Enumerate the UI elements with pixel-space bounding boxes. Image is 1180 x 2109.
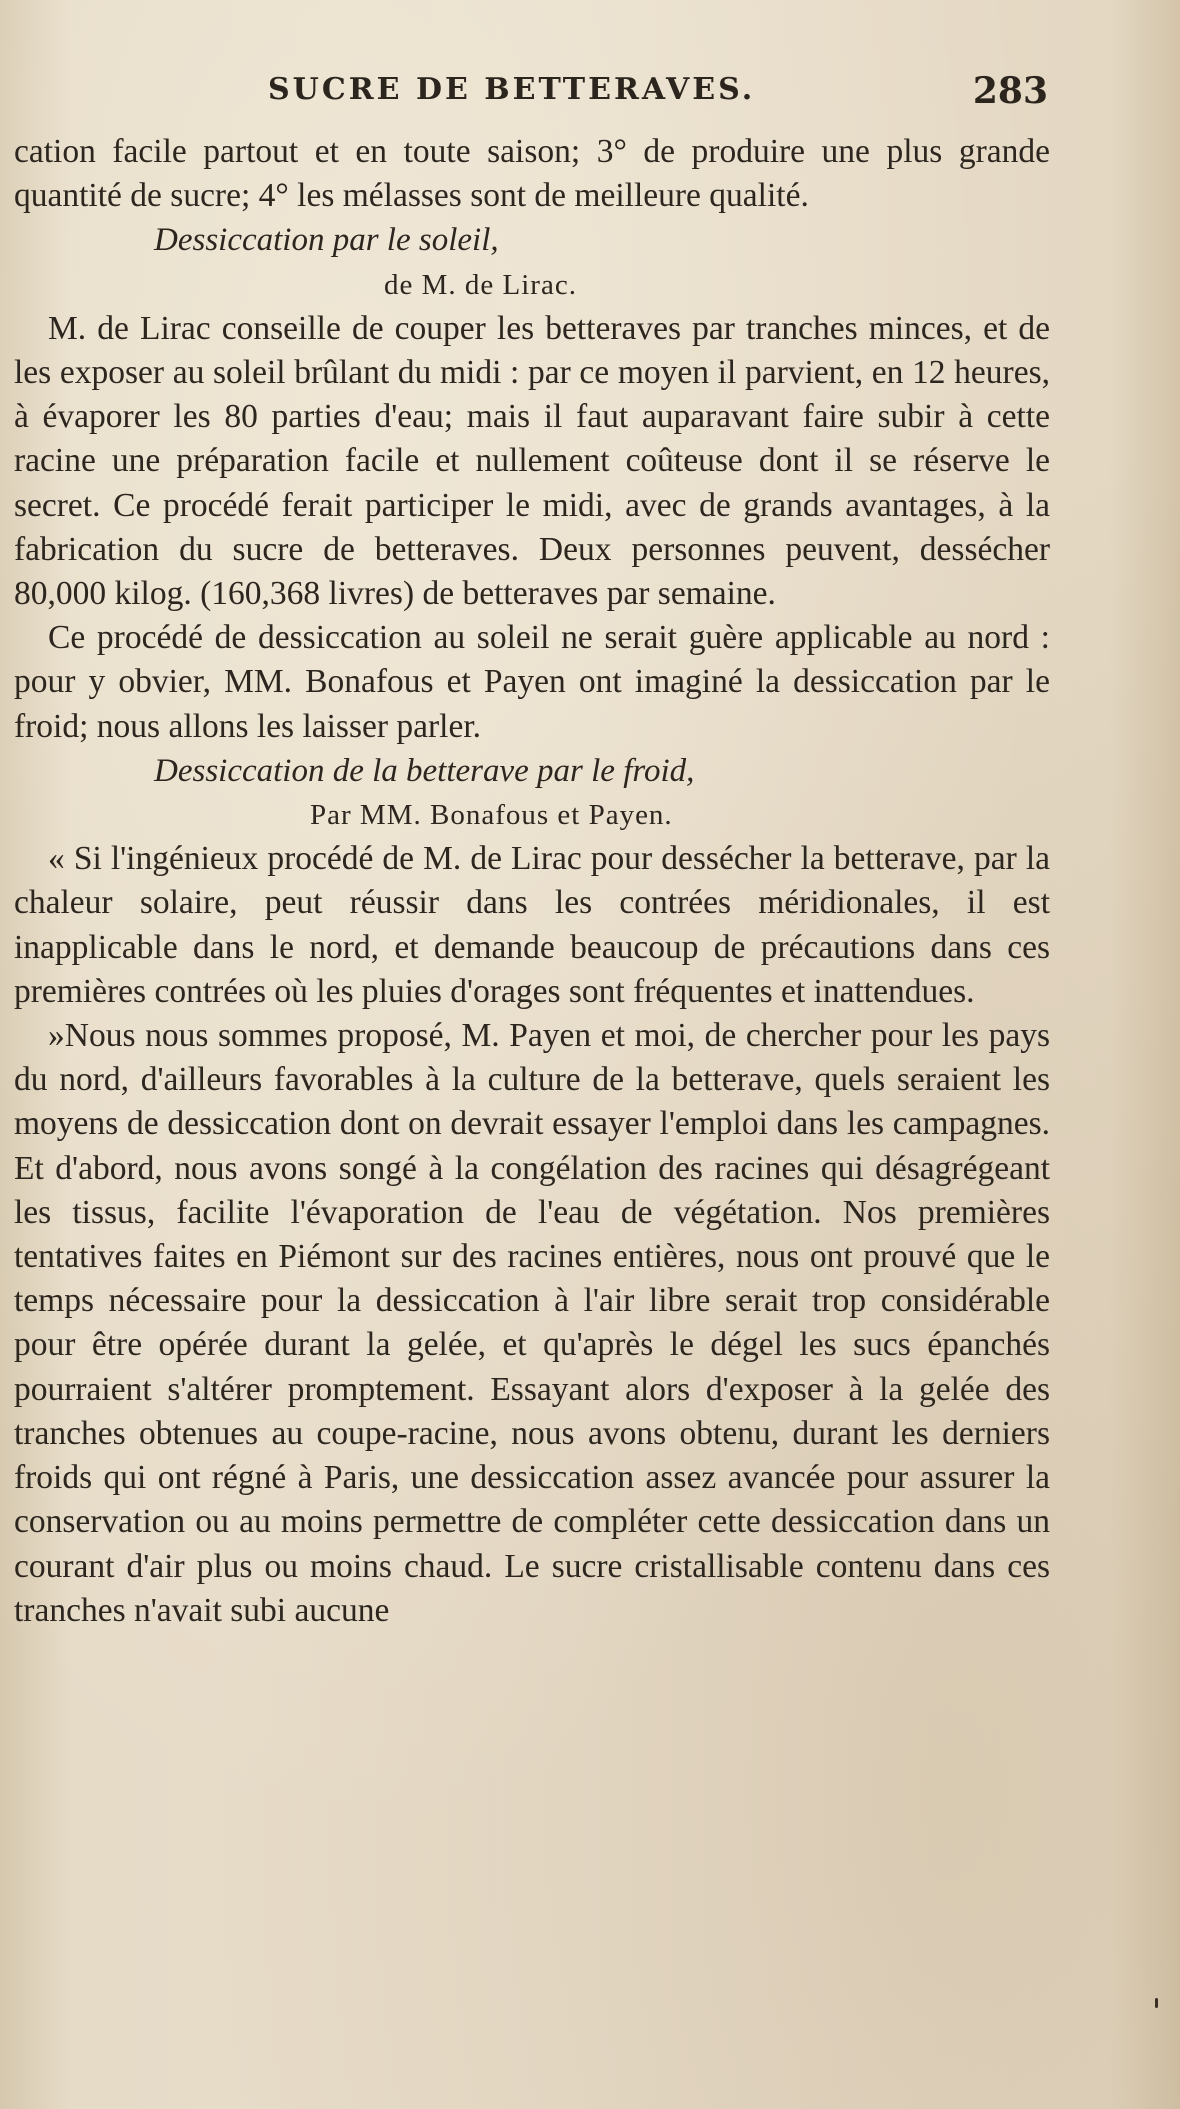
page-edge-mark: [1155, 1998, 1158, 2008]
paragraph-quote-opening: « Si l'ingénieux procédé de M. de Lirac pour dessécher la betterave, par la chaleur solaire, peut réussir dans les contrées méridionales, il est inapplicable dans le nord, et demande beaucoup de précautions dans ces premières contrées où les pluies d'orages sont fréquentes et inattendues.: [14, 840, 1050, 1010]
paragraph-north-application: Ce procédé de dessiccation au soleil ne serait guère applicable au nord : pour y obvier, MM. Bonafous et Payen ont imaginé la dessiccation par le froid; nous allons les laisser parler.: [14, 619, 1050, 745]
running-title: SUCRE DE BETTERAVES.: [268, 72, 756, 107]
section-byline-lirac: de M. de Lirac.: [384, 268, 577, 301]
paragraph-continuation: cation facile partout et en toute saison; 3° de produire une plus grande quantité de sucre; 4° les mélasses sont de meilleure qualité.: [14, 133, 1050, 215]
paragraph-lirac-method: M. de Lirac conseille de couper les betteraves par tranches minces, et de les exposer au soleil brûlant du midi : par ce moyen il parvient, en 12 heures, à évaporer les 80 parties d'eau; mais il faut auparavant faire subir à cette racine une préparation facile et nullement coûteuse dont il se réserve le secret. Ce procédé ferait participer le midi, avec de grands avantages, à la fabrication du sucre de betteraves. Deux personnes peuvent, dessécher 80,000 kilog. (160,368 livres) de betteraves par semaine.: [14, 309, 1050, 613]
section-title-froid: Dessiccation de la betterave par le froid,: [154, 752, 695, 789]
section-title-soleil: Dessiccation par le soleil,: [154, 222, 499, 259]
body-text: [14, 130, 1050, 1633]
page-number: 283: [972, 70, 1048, 112]
section-byline-bonafous-payen: Par MM. Bonafous et Payen.: [310, 799, 673, 832]
paragraph-quote-experiments: »Nous nous sommes proposé, M. Payen et moi, de chercher pour les pays du nord, d'ailleurs favorables à la culture de la betterave, quels seraient les moyens de dessiccation dont on devrait essayer l'emploi dans les campagnes. Et d'abord, nous avons songé à la congélation des racines qui désagrégeant les tissus, facilite l'évaporation de l'eau de végétation. Nos premières tentatives faites en Piémont sur des racines entières, nous ont prouvé que le temps nécessaire pour la dessiccation à l'air libre serait trop considérable pour être opérée durant la gelée, et qu'après le dégel les sucs épanchés pourraient s'altérer promptement. Essayant alors d'exposer à la gelée des tranches obtenues au coupe-racine, nous avons obtenu, durant les derniers froids qui ont régné à Paris, une dessiccation assez avancée pour assurer la conservation ou au moins permettre de compléter cette dessiccation dans un courant d'air plus ou moins chaud. Le sucre cristallisable contenu dans ces tranches n'avait subi aucune: [14, 1017, 1050, 1629]
page-header: [0, 72, 1180, 122]
